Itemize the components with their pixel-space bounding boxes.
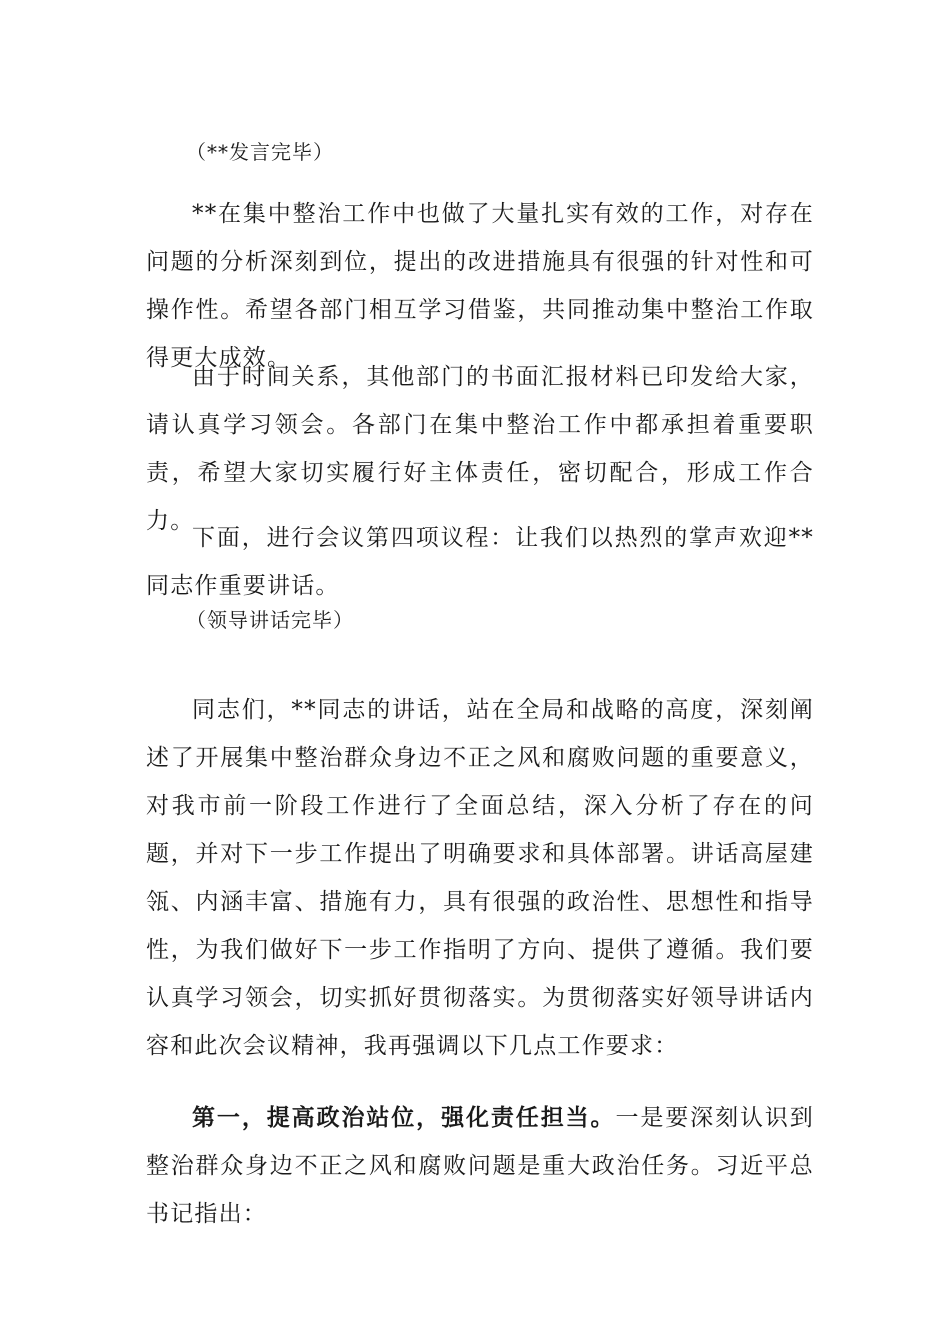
leader-speech-end-note: （领导讲话完毕）	[186, 608, 354, 632]
first-requirement-heading: 第一，提高政治站位，强化责任担当。	[192, 1104, 616, 1131]
comrades-paragraph: 同志们，**同志的讲话，站在全局和战略的高度，深刻阐述了开展集中整治群众身边不正之风和腐败问题的重要意义，对我市前一阶段工作进行了全面总结，深入分析了存在的问题，并对下一步工作提出了明确要求和具体部署。讲话高屋建瓴、内涵丰富、措施有力，具有很强的政治性、思想性和指导性，为我们做好下一步工作指明了方向、提供了遵循。我们要认真学习领会，切实抓好贯彻落实。为贯彻落实好领导讲话内容和此次会议精神，我再强调以下几点工作要求：	[146, 697, 814, 1059]
agenda-paragraph: 下面，进行会议第四项议程：让我们以热烈的掌声欢迎**同志作重要讲话。	[146, 525, 814, 599]
summary-paragraph: **在集中整治工作中也做了大量扎实有效的工作，对存在问题的分析深刻到位，提出的改进措施具有很强的针对性和可操作性。希望各部门相互学习借鉴，共同推动集中整治工作取得更大成效。	[146, 201, 814, 371]
time-paragraph: 由于时间关系，其他部门的书面汇报材料已印发给大家，请认真学习领会。各部门在集中整治工作中都承担着重要职责，希望大家切实履行好主体责任，密切配合，形成工作合力。	[146, 364, 814, 534]
first-requirement-paragraph	[146, 1094, 814, 1238]
speech-end-note: （**发言完毕）	[186, 140, 334, 164]
first-requirement-body: 一是要深刻认识到整治群众身边不正之风和腐败问题是重大政治任务。习近平总书记指出：	[146, 1105, 814, 1227]
